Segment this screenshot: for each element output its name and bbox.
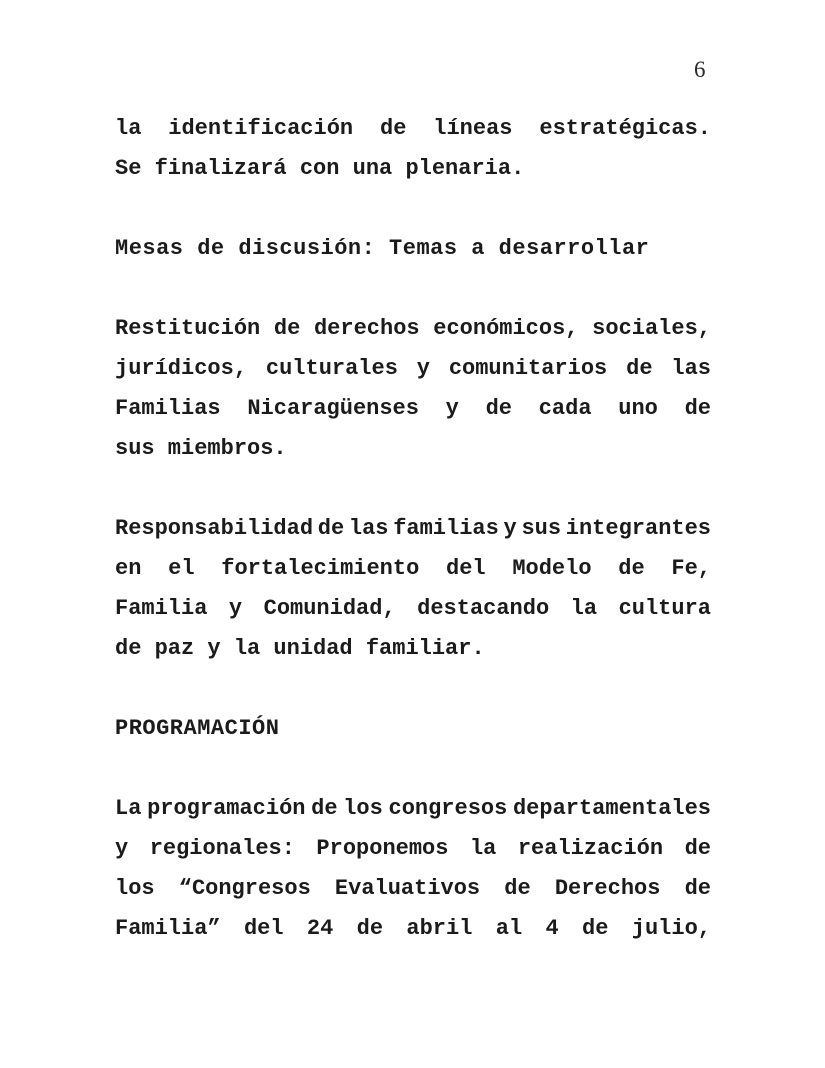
text-line: sus miembros.: [115, 436, 287, 461]
text-line: Se finalizará con una plenaria.: [115, 156, 525, 181]
text-line: Familia” del 24 de abril al 4 de julio,: [115, 916, 711, 941]
text-line: Familia y Comunidad, destacando la cultura: [115, 596, 711, 621]
section-heading: [115, 229, 711, 269]
paragraph: [115, 509, 711, 669]
paragraph: [115, 109, 711, 189]
heading-line: Mesas de discusión: Temas a desarrollar: [115, 236, 650, 261]
heading-line: PROGRAMACIÓN: [115, 716, 280, 741]
text-line: jurídicos, culturales y comunitarios de las: [115, 356, 711, 381]
text-line: La programación de los congresos departamentales: [115, 796, 711, 821]
text-line: Familias Nicaragüenses y de cada uno de: [115, 396, 711, 421]
text-line: de paz y la unidad familiar.: [115, 636, 485, 661]
page-number: 6: [694, 57, 706, 82]
text-line: en el fortalecimiento del Modelo de Fe,: [115, 556, 711, 581]
text-line: y regionales: Proponemos la realización de: [115, 836, 711, 861]
section-heading: [115, 709, 711, 749]
text-line: Responsabilidad de las familias y sus integrantes: [115, 516, 711, 541]
text-line: Restitución de derechos económicos, sociales,: [115, 316, 711, 341]
text-line: la identificación de líneas estratégicas.: [115, 116, 711, 141]
text-line: los “Congresos Evaluativos de Derechos de: [115, 876, 711, 901]
paragraph: [115, 309, 711, 469]
document-body: [115, 109, 711, 949]
paragraph: [115, 789, 711, 949]
